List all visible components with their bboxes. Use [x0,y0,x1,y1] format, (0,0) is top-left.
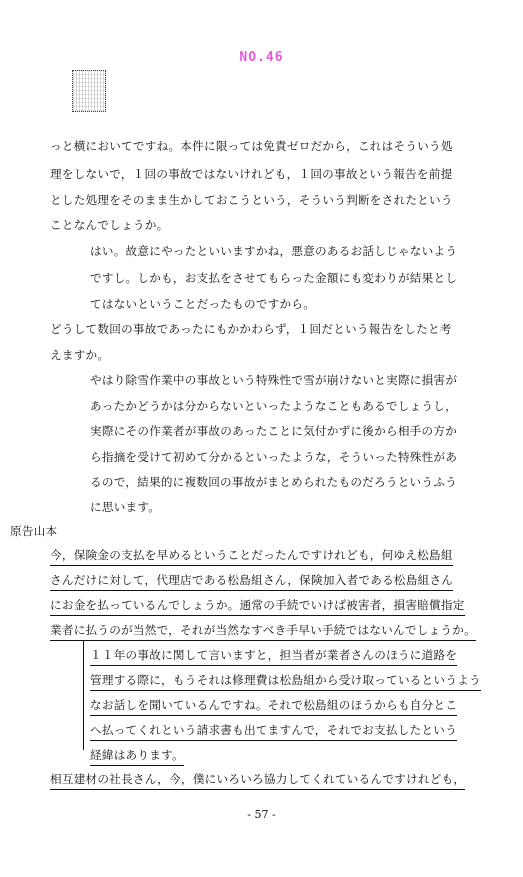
text-line: あったかどうかは分からないといったようなこともあるでしょうし， [90,399,457,413]
text-line: るので，結果的に複数回の事故がまとめられたものだろうというふう [90,475,457,489]
document-number: NO.46 [239,50,284,65]
text-line: てはないということだったものですから。 [90,297,316,311]
text-line: に思います。 [90,500,161,514]
text-line: はい。故意にやったといいますかね，悪意のあるお話しじゃないよう [90,244,458,258]
text-line: とした処理をそのまま生かしておこうという，そういう判断をされたという [50,193,453,207]
text-line: 経緯はあります。 [90,748,184,766]
text-line: 業者に払うのが当然で，それが当然なすべき手早い手続ではないんでしょうか。 [50,623,476,641]
margin-bracket [83,640,90,750]
speaker-label: 原告山本 [10,524,58,538]
page-number: - 57 - [247,808,276,821]
text-line: ら指摘を受けて初めて分かるといったような，そういった特殊性があ [90,450,458,464]
text-line: っと横においてですね。本件に限っては免責ゼロだから，これはそういう処 [50,139,453,153]
text-line: なお話しを聞いているんですね。それで松島組のほうからも自分とこ [90,698,457,716]
text-line: 今，保険金の支払を早めるということだったんですけれども，何ゆえ松島組 [50,548,453,566]
text-line: にお金を払っているんでしょうか。通常の手続でいけば被害者，損害賠償指定 [50,598,465,616]
text-line: えますか。 [50,348,110,362]
text-line: どうして数回の事故であったにもかかわらず，１回だという報告をしたと考 [50,322,452,336]
text-line: 管理する際に，もうそれは修理費は松島組から受け取っているというよう [90,673,481,691]
text-line: 相互建材の社長さん，今，僕にいろいろ協力してくれているんですけれども， [50,772,465,790]
text-line: ですし。しかも，お支払をさせてもらった金額にも変わりが結果とし [90,271,458,285]
text-line: さんだけに対して，代理店である松島組さん，保険加入者である松島組さん [50,573,453,591]
text-line: やはり除雪作業中の事故という特殊性で雪が崩けないと実際に損害が [90,373,458,387]
stamp-mark [72,70,106,112]
text-line: ことなんでしょうか。 [50,218,169,232]
text-line: １１年の事故に関して言いますと，担当者が業者さんのほうに道路を [90,648,457,666]
text-line: へ払ってくれという請求書も出てますんで，それでお支払したという [90,723,457,741]
text-line: 実際にその作業者が事故のあったことに気付かずに後から相手の方か [90,424,458,438]
text-line: 理をしないで，１回の事故ではないけれども，１回の事故という報告を前提 [50,167,453,181]
